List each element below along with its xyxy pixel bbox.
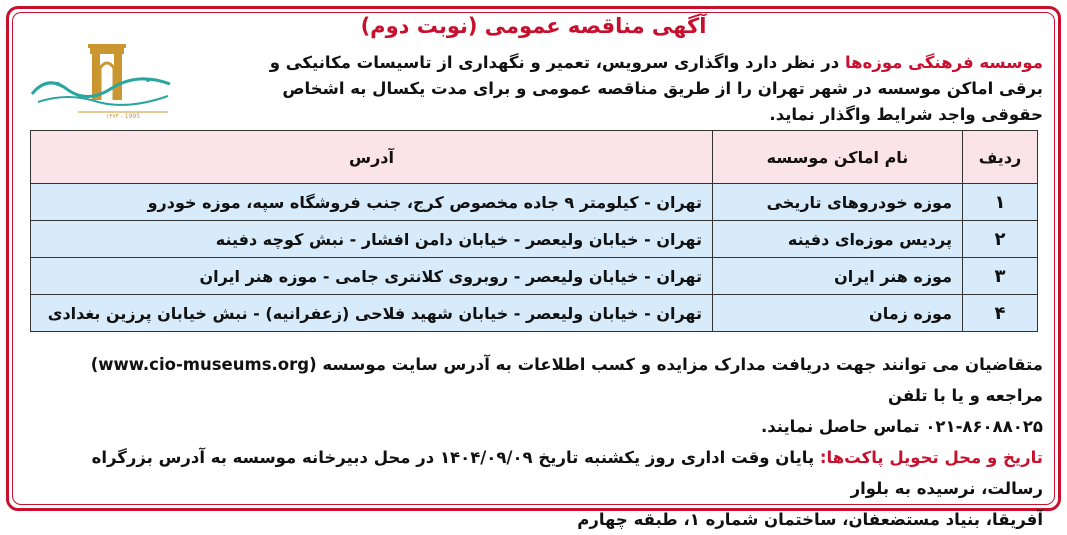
- header-address: آدرس: [31, 131, 713, 184]
- museums-logo-icon: [28, 44, 178, 120]
- location-name: موزه زمان: [713, 295, 963, 332]
- row-number: ۴: [963, 295, 1038, 332]
- notice-footer: [28, 349, 1043, 535]
- row-number: ۲: [963, 221, 1038, 258]
- location-name: موزه هنر ایران: [713, 258, 963, 295]
- footer-line-2: ۰۲۱-۸۶۰۸۸۰۲۵ تماس حاصل نمایند.: [760, 417, 1043, 436]
- location-address: تهران - کیلومتر ۹ جاده مخصوص کرج، جنب فروشگاه سپه، موزه خودرو: [31, 184, 713, 221]
- museums-logo: [28, 44, 178, 120]
- intro-paragraph: [223, 50, 1043, 128]
- logo-year: ۱۳۷۴ - 1995: [105, 113, 141, 120]
- footer-line-1: متقاضیان می توانند جهت دریافت مدارک مزایده و کسب اطلاعات به آدرس سایت موسسه (www.cio-museums.org) مراجعه و یا با تلفن: [90, 355, 1043, 405]
- header-location-name: نام اماکن موسسه: [713, 131, 963, 184]
- location-name: پردیس موزه‌ای دفینه: [713, 221, 963, 258]
- notice-title: آگهی مناقصه عمومی (نوبت دوم): [360, 14, 707, 38]
- location-address: تهران - خیابان ولیعصر - خیابان شهید فلاحی (زعفرانیه) - نبش خیابان پرزین بغدادی: [31, 295, 713, 332]
- deadline-text: پایان وقت اداری روز یکشنبه تاریخ ۱۴۰۴/۰۹/۰۹ در محل دبیرخانه موسسه به آدرس بزرگراه رسالت، نرسیده به بلوار: [91, 448, 1043, 498]
- location-name: موزه خودروهای تاریخی: [713, 184, 963, 221]
- table-row: [31, 258, 1038, 295]
- header-row-number: ردیف: [963, 131, 1038, 184]
- deadline-label: تاریخ و محل تحویل پاکت‌ها:: [819, 448, 1043, 467]
- table-header-row: [31, 131, 1038, 184]
- row-number: ۳: [963, 258, 1038, 295]
- row-number: ۱: [963, 184, 1038, 221]
- locations-table: [30, 130, 1038, 332]
- table-row: [31, 221, 1038, 258]
- footer-line-4: آفریقا، بنیاد مستضعفان، ساختمان شماره ۱، طبقه چهارم: [577, 510, 1043, 529]
- intro-text: در نظر دارد واگذاری سرویس، تعمیر و نگهداری از تاسیسات مکانیکی و برقی اماکن موسسه در شهر تهران را از طریق مناقصه عمومی و برای مدت یکسال به اشخاص حقوقی واجد شرایط واگذار نماید.: [269, 53, 1043, 124]
- table-row: [31, 184, 1038, 221]
- location-address: تهران - خیابان ولیعصر - خیابان دامن افشار - نبش کوچه دفینه: [31, 221, 713, 258]
- org-name: موسسه فرهنگی موزه‌ها: [844, 53, 1043, 72]
- footer-deadline: [28, 442, 1043, 504]
- location-address: تهران - خیابان ولیعصر - روبروی کلانتری جامی - موزه هنر ایران: [31, 258, 713, 295]
- table-row: [31, 295, 1038, 332]
